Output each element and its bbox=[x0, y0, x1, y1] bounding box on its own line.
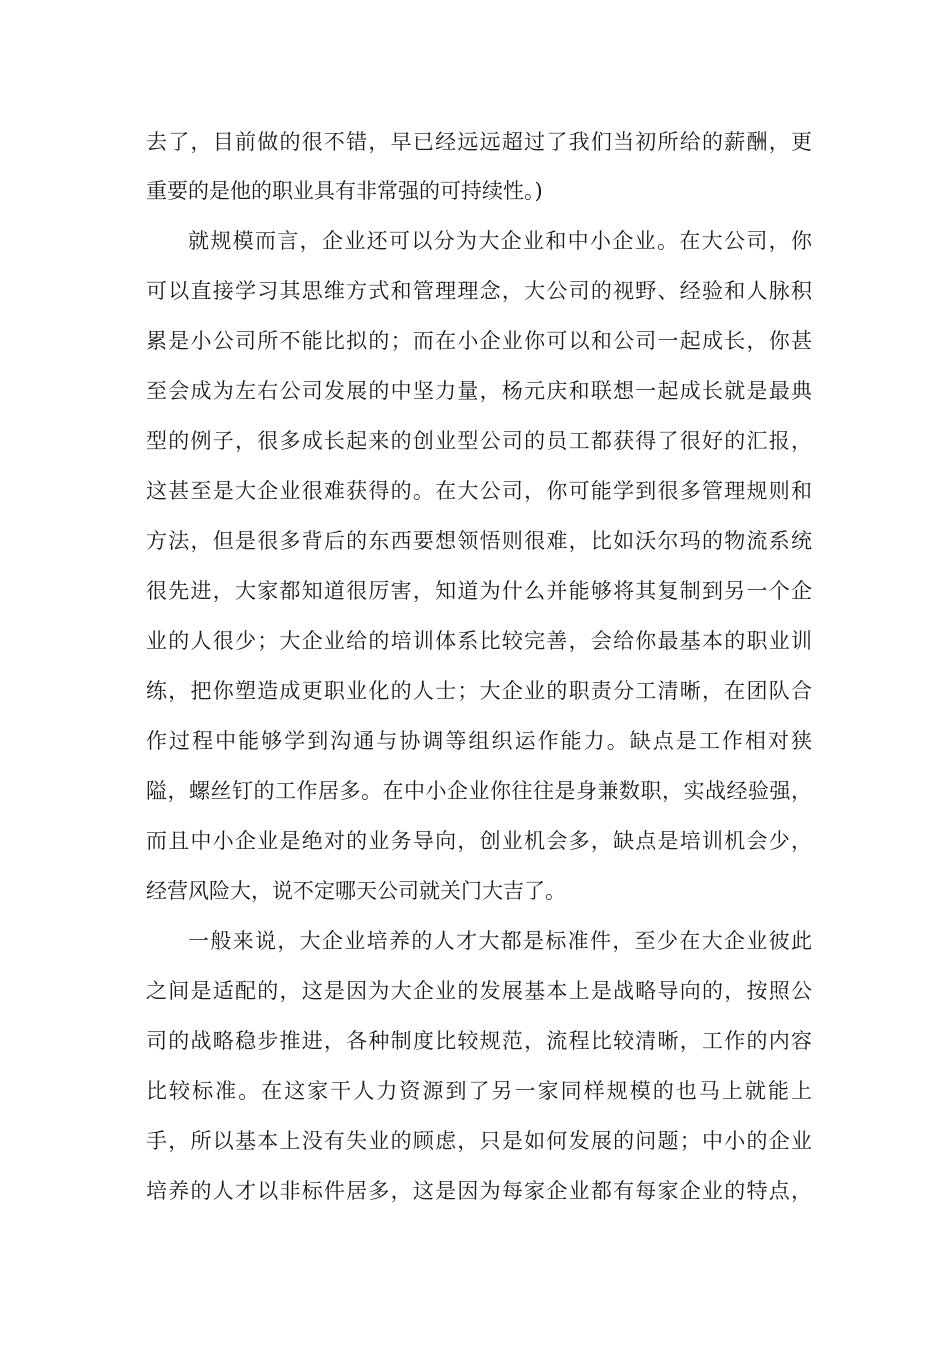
text-line: 作过程中能够学到沟通与协调等组织运作能力。缺点是工作相对狭 bbox=[146, 729, 812, 753]
text-line: 而且中小企业是绝对的业务导向，创业机会多，缺点是培训机会少， bbox=[146, 829, 812, 853]
text-line: 方法，但是很多背后的东西要想领悟则很难，比如沃尔玛的物流系统 bbox=[146, 529, 812, 553]
paragraph-first-line: 就规模而言，企业还可以分为大企业和中小企业。在大公司，你 bbox=[188, 229, 812, 253]
text-line: 隘，螺丝钉的工作居多。在中小企业你往往是身兼数职，实战经验强， bbox=[146, 779, 812, 803]
text-line: 练，把你塑造成更职业化的人士；大企业的职责分工清晰，在团队合 bbox=[146, 679, 812, 703]
text-line: 重要的是他的职业具有非常强的可持续性。) bbox=[146, 179, 543, 203]
text-line: 之间是适配的，这是因为大企业的发展基本上是战略导向的，按照公 bbox=[146, 979, 812, 1003]
text-line: 这甚至是大企业很难获得的。在大公司，你可能学到很多管理规则和 bbox=[146, 479, 812, 503]
text-line: 很先进，大家都知道很厉害，知道为什么并能够将其复制到另一个企 bbox=[146, 579, 812, 603]
text-line: 可以直接学习其思维方式和管理理念，大公司的视野、经验和人脉积 bbox=[146, 279, 812, 303]
text-line: 业的人很少；大企业给的培训体系比较完善，会给你最基本的职业训 bbox=[146, 629, 812, 653]
text-line: 至会成为左右公司发展的中坚力量，杨元庆和联想一起成长就是最典 bbox=[146, 379, 812, 403]
text-line: 司的战略稳步推进，各种制度比较规范，流程比较清晰，工作的内容 bbox=[146, 1029, 812, 1053]
text-line: 手，所以基本上没有失业的顾虑，只是如何发展的问题；中小的企业 bbox=[146, 1129, 812, 1153]
text-line: 培养的人才以非标件居多，这是因为每家企业都有每家企业的特点， bbox=[146, 1179, 812, 1203]
paragraph-first-line: 一般来说，大企业培养的人才大都是标准件，至少在大企业彼此 bbox=[188, 929, 812, 953]
text-line: 经营风险大，说不定哪天公司就关门大吉了。 bbox=[146, 879, 566, 903]
text-line: 比较标准。在这家干人力资源到了另一家同样规模的也马上就能上 bbox=[146, 1079, 812, 1103]
text-line: 累是小公司所不能比拟的；而在小企业你可以和公司一起成长，你甚 bbox=[146, 329, 812, 353]
text-line: 型的例子，很多成长起来的创业型公司的员工都获得了很好的汇报， bbox=[146, 429, 812, 453]
text-line: 去了，目前做的很不错，早已经远远超过了我们当初所给的薪酬，更 bbox=[146, 130, 812, 154]
